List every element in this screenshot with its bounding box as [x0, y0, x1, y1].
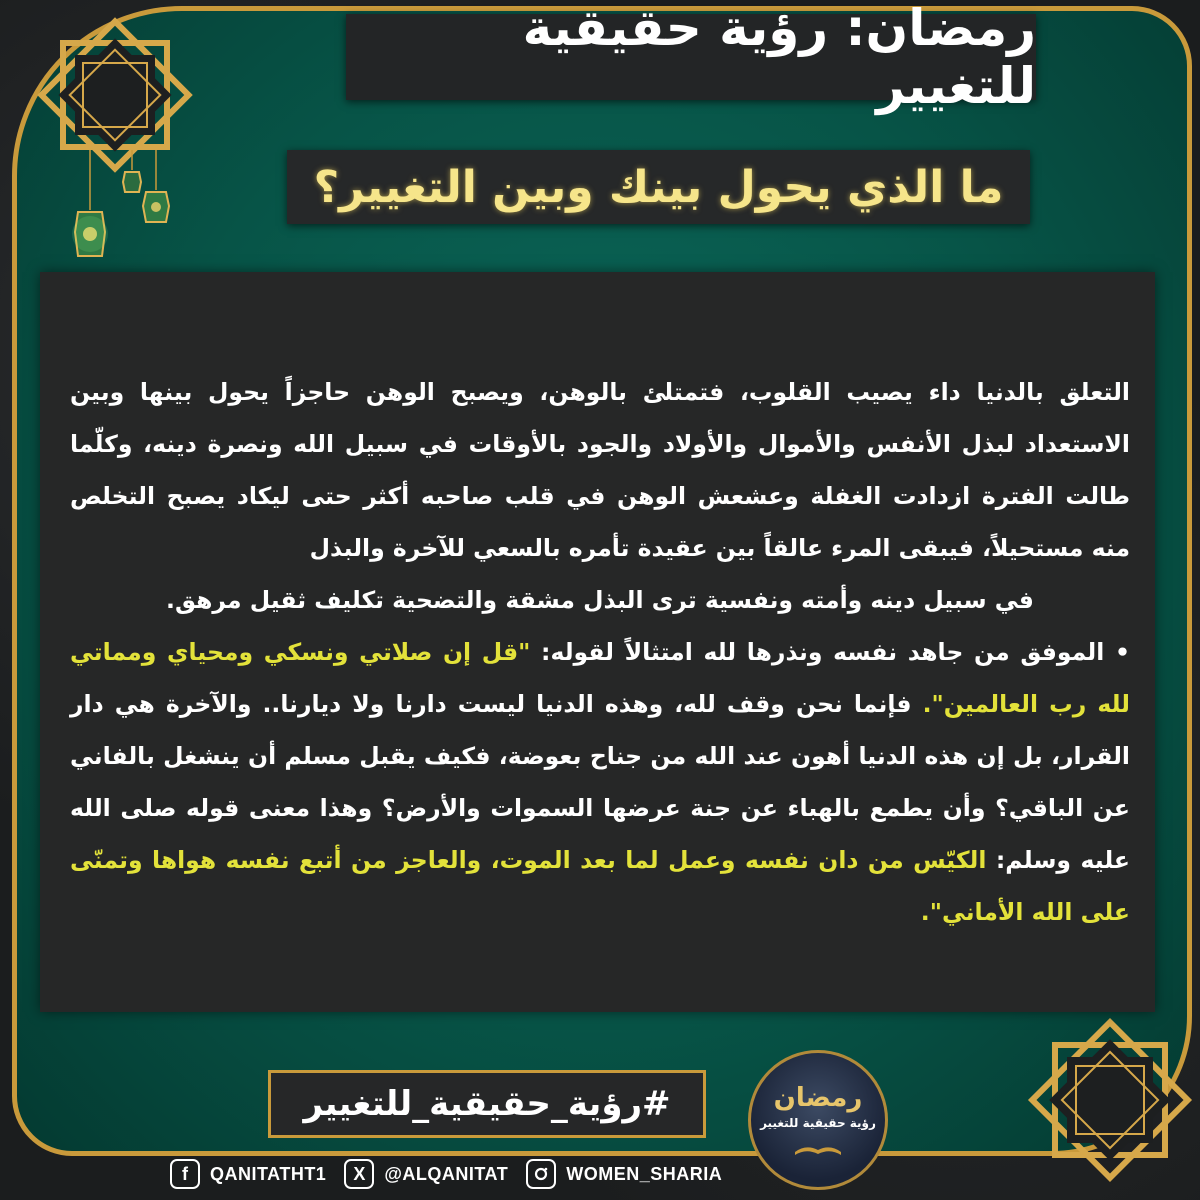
- campaign-logo: [748, 1050, 888, 1190]
- hashtag-banner: [268, 1070, 706, 1138]
- star-ornament-bottom-right: [1020, 1010, 1200, 1190]
- article-body: [70, 366, 1130, 938]
- instagram-icon[interactable]: [526, 1159, 556, 1189]
- book-icon: [793, 1136, 843, 1156]
- paragraph-1: التعلق بالدنيا داء يصيب القلوب، فتمتلئ بالوهن، ويصبح الوهن حاجزاً يحول بينها وبين الاستعداد لبذل الأنفس والأموال والأولاد والجود بالأوقات في سبيل الله ونصرة دينه، وكلّما طالت الفترة ازدادت الغفلة وعشعش الوهن في قلب صاحبه أكثر حتى ليكاد يصبح التخلص منه مستحيلاً، فيبقى المرء عالقاً بين عقيدة تأمره بالسعي للآخرة والبذل: [70, 378, 1130, 562]
- hadith-quote: الكيّس من دان نفسه وعمل لما بعد الموت، والعاجز من أتبع نفسه هواها وتمنّى على الله الأماني".: [70, 846, 1130, 926]
- x-handle[interactable]: @ALQANITAT: [384, 1163, 509, 1184]
- quran-quote: "قل إن صلاتي ونسكي ومحياي ومماتي لله رب العالمين".: [70, 638, 1130, 718]
- logo-title: رمضان: [773, 1083, 863, 1113]
- facebook-handle[interactable]: QANITATHT1: [210, 1163, 327, 1184]
- paragraph-2: • الموفق من جاهد نفسه ونذرها لله امتثالاً لقوله: "قل إن صلاتي ونسكي ومحياي ومماتي لله رب العالمين". فإنما نحن وقف لله، وهذه الدنيا ليست دارنا ولا ديارنا.. والآخرة هي دار القرار، بل إن هذه الدنيا أهون عند الله من جناح بعوضة، فكيف يقبل مسلم أن ينشغل بالفاني عن الباقي؟ وأن يطمع بالهباء عن جنة عرضها السموات والأرض؟ وهذا معنى قوله صلى الله عليه وسلم: الكيّس من دان نفسه وعمل لما بعد الموت، والعاجز من أتبع نفسه هواها وتمنّى على الله الأماني".: [70, 638, 1130, 926]
- title-banner: [346, 0, 1036, 115]
- social-footer: [170, 1156, 750, 1192]
- subtitle-banner: [287, 150, 1030, 224]
- instagram-handle[interactable]: WOMEN_SHARIA: [566, 1163, 723, 1184]
- page-subtitle: ما الذي يحول بينك وبين التغيير؟: [313, 161, 1004, 213]
- page-title: رمضان: رؤية حقيقية للتغيير: [522, 0, 1036, 115]
- paragraph-1-last-line: في سبيل دينه وأمته ونفسية ترى البذل مشقة والتضحية تكليف ثقيل مرهق.: [166, 586, 1034, 614]
- hashtag: #رؤية_حقيقية_للتغيير: [303, 1084, 671, 1124]
- logo-subtitle: رؤية حقيقية للتغيير: [760, 1116, 876, 1130]
- facebook-icon[interactable]: f: [170, 1159, 200, 1189]
- x-icon[interactable]: X: [344, 1159, 374, 1189]
